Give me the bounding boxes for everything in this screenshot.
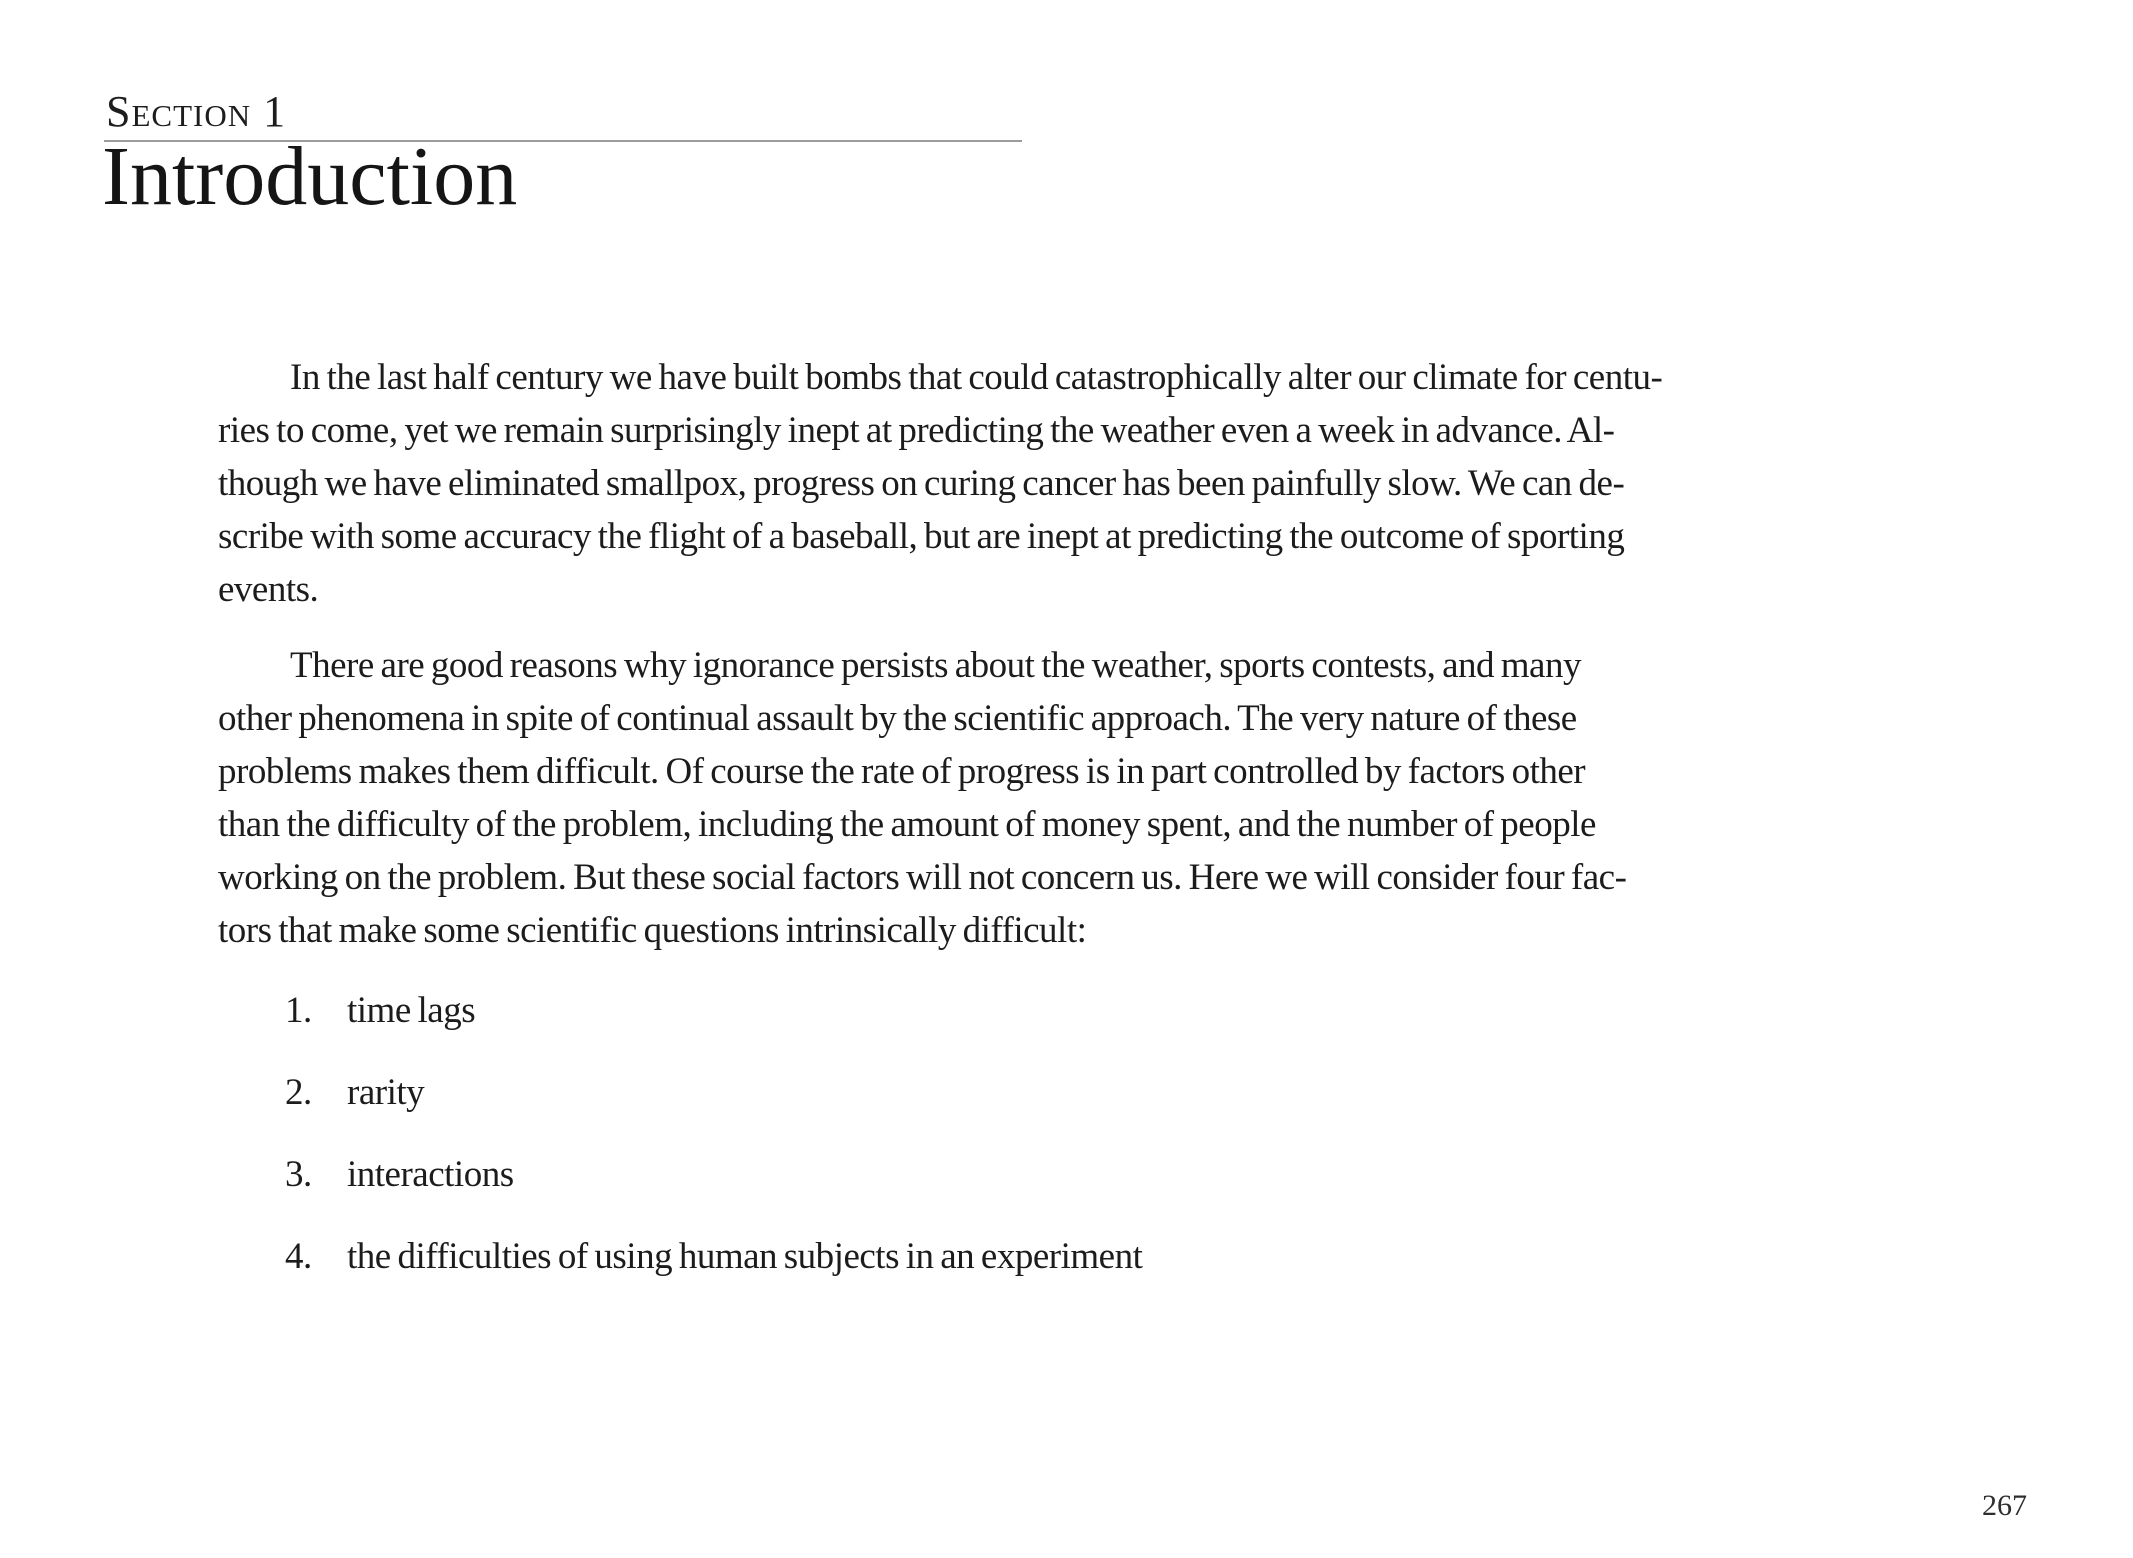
paragraph-line: working on the problem. But these social factors will not concern us. Here we will consider four fac- <box>218 857 1627 898</box>
section-label: Section 1 <box>106 87 287 136</box>
list-item-number: 4. <box>285 1236 312 1277</box>
page-title: Introduction <box>102 130 518 223</box>
paragraph-line: other phenomena in spite of continual assault by the scientific approach. The very nature of these <box>218 698 1577 739</box>
list-item-number: 3. <box>285 1154 312 1195</box>
list-item <box>218 1148 1978 1201</box>
list-item <box>218 1230 1978 1283</box>
list-item-text: the difficulties of using human subjects in an experiment <box>347 1236 1143 1277</box>
paragraph-line: tors that make some scientific questions intrinsically difficult: <box>218 910 1087 951</box>
list-item-text: time lags <box>347 990 476 1031</box>
list-item-text: interactions <box>347 1154 514 1195</box>
paragraph-line: problems makes them difficult. Of course the rate of progress is in part controlled by factors other <box>218 751 1586 792</box>
paragraph-line: events. <box>218 569 319 610</box>
paragraph-line: In the last half century we have built bombs that could catastrophically alter our climate for centu- <box>290 357 1663 398</box>
paragraph-line: scribe with some accuracy the flight of a baseball, but are inept at predicting the outcome of sporting <box>218 516 1625 557</box>
paragraph-line: ries to come, yet we remain surprisingly inept at predicting the weather even a week in advance. Al- <box>218 410 1615 451</box>
list-item <box>218 984 1978 1037</box>
paragraph-line: than the difficulty of the problem, including the amount of money spent, and the number of people <box>218 804 1596 845</box>
page-number: 267 <box>1982 1489 2027 1522</box>
paragraph <box>218 351 1978 616</box>
body-text <box>218 351 1978 1283</box>
paragraph-line: though we have eliminated smallpox, progress on curing cancer has been painfully slow. We can de- <box>218 463 1625 504</box>
numbered-list <box>218 984 1978 1283</box>
list-item <box>218 1066 1978 1119</box>
list-item-number: 2. <box>285 1072 312 1113</box>
paragraph <box>218 639 1978 957</box>
list-item-number: 1. <box>285 990 312 1031</box>
paragraph-line: There are good reasons why ignorance persists about the weather, sports contests, and many <box>290 645 1581 686</box>
list-item-text: rarity <box>347 1072 425 1113</box>
